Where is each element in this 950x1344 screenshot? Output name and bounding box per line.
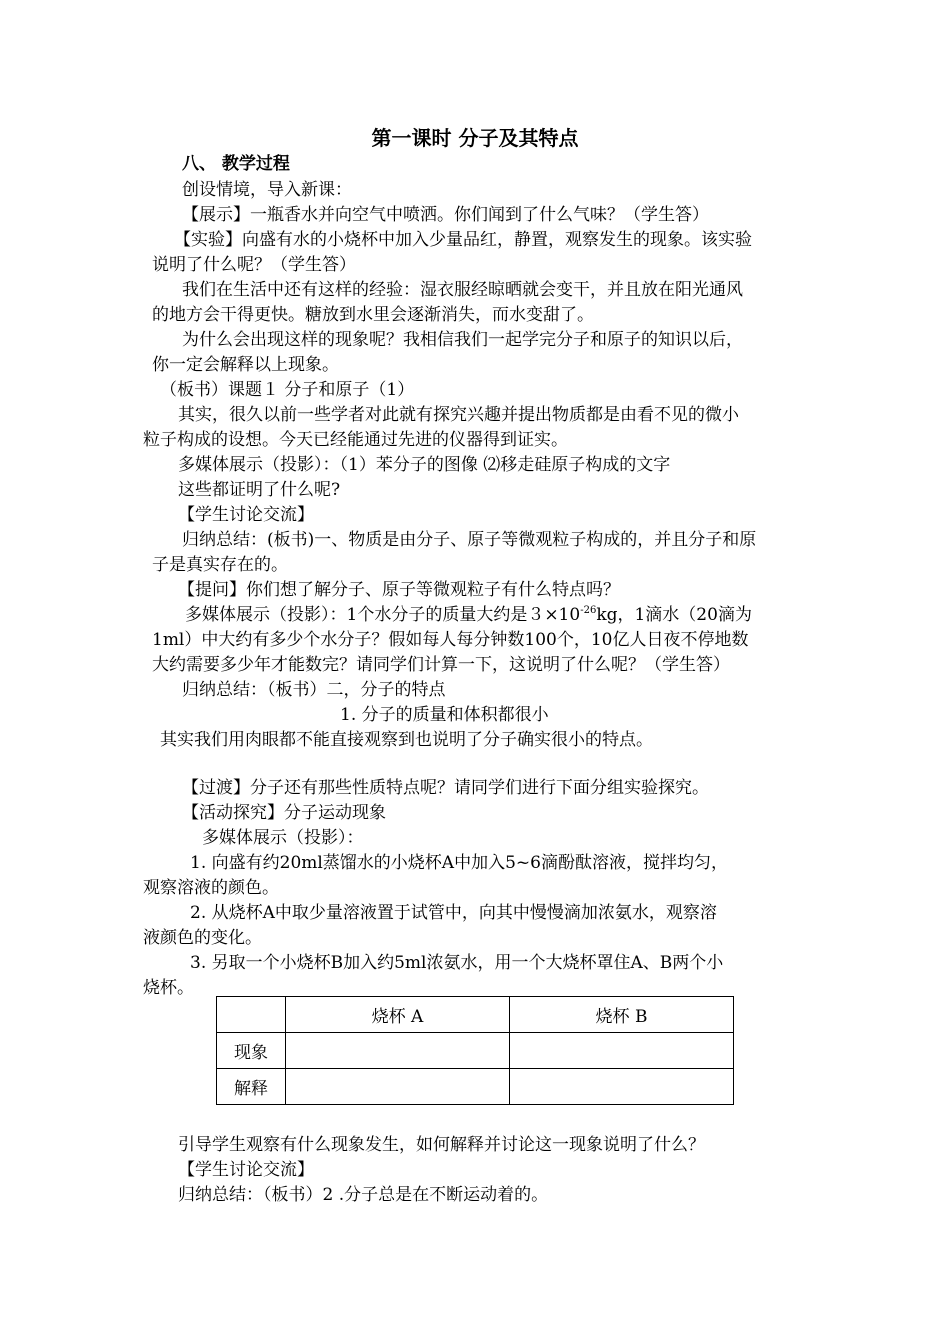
text-line: 为什么会出现这样的现象呢？我相信我们一起学完分子和原子的知识以后， xyxy=(182,330,743,350)
row-label-phenomenon: 现象 xyxy=(217,1033,286,1069)
text-line: 观察溶液的颜色。 xyxy=(143,878,279,898)
table-cell xyxy=(217,997,286,1033)
table-row xyxy=(217,1033,734,1069)
text-line: 3. 另取一个小烧杯B加入约5ml浓氨水，用一个大烧杯罩住A、B两个小 xyxy=(190,953,724,973)
text-line: 归纳总结：（板书）2 .分子总是在不断运动着的。 xyxy=(178,1185,549,1205)
text-line: 创设情境，导入新课： xyxy=(182,180,352,200)
table-header-beaker-b: 烧杯 B xyxy=(510,997,734,1033)
experiment-table xyxy=(216,996,734,1105)
text-line: 多媒体展示（投影）： xyxy=(202,828,364,848)
exponent: -26 xyxy=(580,605,597,616)
text-line: 【学生讨论交流】 xyxy=(178,505,314,525)
text-line: 这些都证明了什么呢? xyxy=(178,480,341,500)
text-line: 【提问】你们想了解分子、原子等微观粒子有什么特点吗？ xyxy=(178,580,620,600)
text-line: 我们在生活中还有这样的经验：湿衣服经晾晒就会变干，并且放在阳光通风 xyxy=(182,280,743,300)
text-line: 【展示】一瓶香水并向空气中喷洒。你们闻到了什么气味？（学生答） xyxy=(182,205,709,225)
text-line: 1. 向盛有约20ml蒸馏水的小烧杯A中加入5~6滴酚酞溶液，搅拌均匀， xyxy=(190,853,728,873)
text-line: 的地方会干得更快。糖放到水里会逐渐消失，而水变甜了。 xyxy=(152,305,594,325)
table-cell xyxy=(286,1033,510,1069)
text-line: 液颜色的变化。 xyxy=(143,928,262,948)
text-line: 大约需要多少年才能数完？请同学们计算一下，这说明了什么呢？（学生答） xyxy=(152,655,730,675)
table-cell xyxy=(510,1033,734,1069)
text-line: 其实我们用肉眼都不能直接观察到也说明了分子确实很小的特点。 xyxy=(160,730,653,750)
text-line: 【过渡】分子还有那些性质特点呢？请同学们进行下面分组实验探究。 xyxy=(182,778,709,798)
text-line: 1ml）中大约有多少个水分子？假如每人每分钟数100个，10亿人日夜不停地数 xyxy=(152,630,749,650)
table-header-beaker-a: 烧杯 A xyxy=(286,997,510,1033)
text-part: 多媒体展示（投影）：1个水分子的质量大约是３×10 xyxy=(185,605,581,625)
table-cell xyxy=(510,1069,734,1105)
table-row xyxy=(217,1069,734,1105)
text-line: 引导学生观察有什么现象发生，如何解释并讨论这一现象说明了什么？ xyxy=(178,1135,705,1155)
text-line: 1. 分子的质量和体积都很小 xyxy=(340,705,549,725)
row-label-explanation: 解释 xyxy=(217,1069,286,1105)
text-line: 归纳总结：(板书)一、物质是由分子、原子等微观粒子构成的，并且分子和原 xyxy=(182,530,757,550)
text-line xyxy=(185,603,752,627)
text-part: kg，1滴水（20滴为 xyxy=(596,605,752,625)
text-line: 【学生讨论交流】 xyxy=(178,1160,314,1180)
text-line: 你一定会解释以上现象。 xyxy=(152,355,339,375)
text-line: 其实，很久以前一些学者对此就有探究兴趣并提出物质都是由看不见的微小 xyxy=(178,405,739,425)
text-line: 2. 从烧杯A中取少量溶液置于试管中，向其中慢慢滴加浓氨水，观察溶 xyxy=(190,903,717,923)
text-line: 【实验】向盛有水的小烧杯中加入少量品红，静置，观察发生的现象。该实验 xyxy=(174,230,752,250)
text-line: 粒子构成的设想。今天已经能通过先进的仪器得到证实。 xyxy=(143,430,568,450)
page-title: 第一课时 分子及其特点 xyxy=(371,126,579,150)
table-cell xyxy=(286,1069,510,1105)
text-line: 说明了什么呢？（学生答） xyxy=(152,255,356,275)
section-heading: 八、 教学过程 xyxy=(182,154,290,174)
text-line: （板书）课题１ 分子和原子（1） xyxy=(160,380,415,400)
text-line: 【活动探究】分子运动现象 xyxy=(182,803,386,823)
table-header-row xyxy=(217,997,734,1033)
text-line: 多媒体展示（投影）：（1）苯分子的图像 ⑵移走硅原子构成的文字 xyxy=(178,455,671,475)
text-line: 子是真实存在的。 xyxy=(152,555,288,575)
text-line: 烧杯。 xyxy=(143,978,194,998)
text-line: 归纳总结：（板书）二，分子的特点 xyxy=(182,680,446,700)
